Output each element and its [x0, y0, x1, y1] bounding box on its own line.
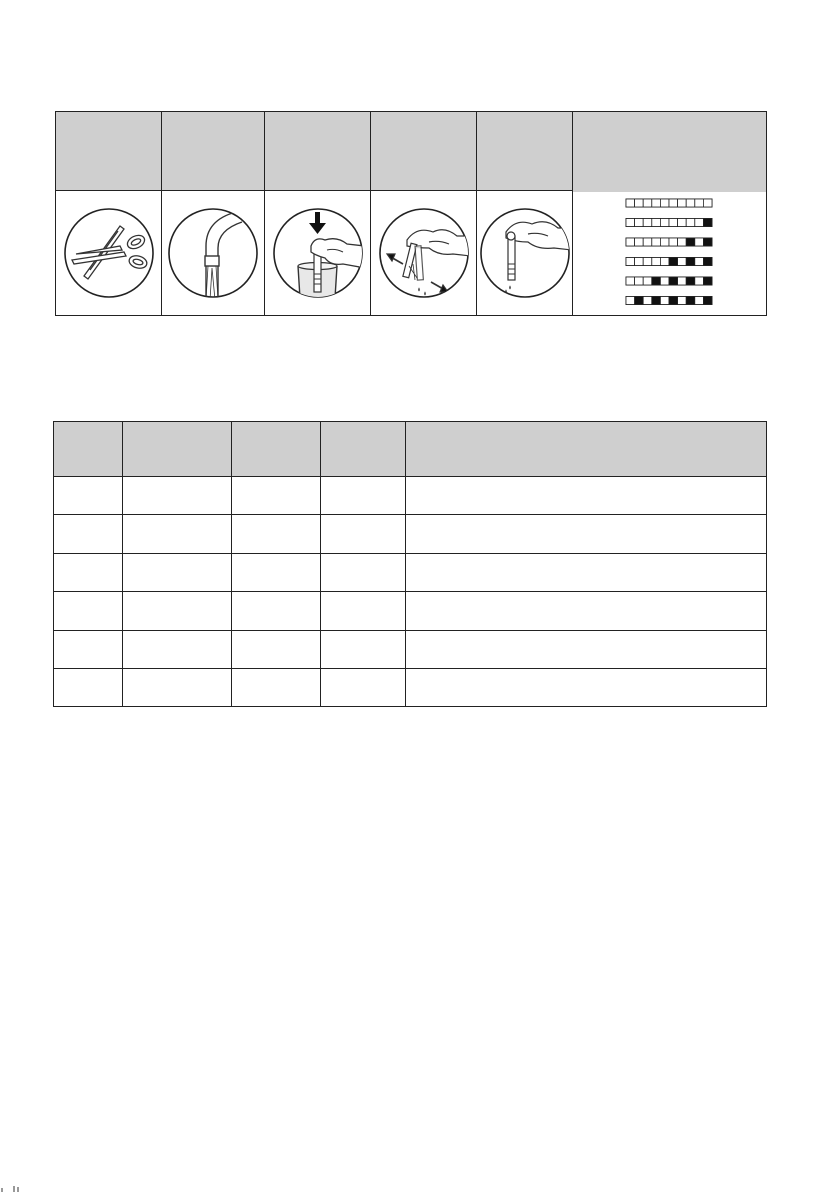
shake-strip-icon — [377, 206, 471, 300]
scale-pad — [651, 277, 660, 285]
header-cell — [321, 422, 405, 476]
scale-pad — [669, 199, 678, 207]
step-2-header — [162, 112, 264, 190]
scale-pad — [703, 277, 712, 285]
scale-pad — [677, 218, 686, 226]
scale-pad — [694, 199, 703, 207]
scale-strip — [626, 257, 712, 265]
column-divider — [122, 422, 123, 706]
scale-pad — [686, 277, 695, 285]
result-scale-cell — [573, 194, 766, 315]
water-hardness-table — [53, 421, 767, 707]
scissors-cutting-strip-icon — [62, 206, 156, 300]
scale-strip — [626, 277, 712, 285]
step-1-header — [56, 112, 161, 190]
step-5-cell — [477, 191, 572, 315]
scale-pad — [626, 257, 635, 265]
header-cell — [406, 422, 766, 476]
test-steps-table — [55, 111, 767, 316]
row-divider — [54, 476, 766, 477]
scale-pad — [703, 218, 712, 226]
scale-pad — [694, 257, 703, 265]
scale-pad — [669, 296, 678, 304]
step-5-header — [477, 112, 572, 190]
scale-pad — [626, 199, 635, 207]
scale-pad — [651, 238, 660, 246]
page-edge-mark — [0, 1184, 40, 1192]
scale-pad — [686, 199, 695, 207]
header-cell — [232, 422, 320, 476]
table-row — [54, 554, 122, 592]
scale-pad — [694, 238, 703, 246]
scale-pad — [660, 199, 669, 207]
scale-pad — [643, 277, 652, 285]
row-divider — [54, 591, 766, 592]
scale-pad — [634, 277, 643, 285]
scale-pad — [643, 296, 652, 304]
scale-pad — [651, 218, 660, 226]
column-divider — [231, 422, 232, 706]
scale-pad — [643, 257, 652, 265]
scale-pad — [686, 257, 695, 265]
scale-pad — [634, 257, 643, 265]
scale-pad — [694, 296, 703, 304]
header-cell — [123, 422, 231, 476]
scale-pad — [651, 199, 660, 207]
result-header — [573, 112, 766, 192]
step-3-cell — [265, 191, 370, 315]
scale-pad — [660, 296, 669, 304]
step-4-cell — [371, 191, 476, 315]
scale-pad — [660, 277, 669, 285]
scale-pad — [626, 277, 635, 285]
scale-pad — [660, 238, 669, 246]
scale-pad — [669, 277, 678, 285]
scale-pad — [694, 218, 703, 226]
scale-pad — [669, 257, 678, 265]
table-row — [54, 669, 122, 707]
header-cell — [54, 422, 122, 476]
result-scale-icon — [625, 197, 715, 313]
row-divider — [54, 630, 766, 631]
scale-pad — [660, 257, 669, 265]
row-divider — [54, 514, 766, 515]
scale-pad — [669, 238, 678, 246]
scale-pad — [686, 296, 695, 304]
scale-strip — [626, 238, 712, 246]
table-row — [54, 592, 122, 630]
scale-pad — [677, 257, 686, 265]
scale-pad — [703, 257, 712, 265]
scale-pad — [626, 238, 635, 246]
scale-pad — [669, 218, 678, 226]
step-2-cell — [162, 191, 264, 315]
scale-pad — [686, 218, 695, 226]
scale-pad — [677, 238, 686, 246]
scale-pad — [660, 218, 669, 226]
step-1-cell — [56, 191, 161, 315]
scale-pad — [643, 199, 652, 207]
row-divider — [54, 553, 766, 554]
running-water-tap-icon — [166, 206, 260, 300]
column-divider — [320, 422, 321, 706]
scale-pad — [634, 238, 643, 246]
scale-pad — [677, 296, 686, 304]
scale-strip — [626, 218, 712, 226]
scale-pad — [643, 218, 652, 226]
scale-pad — [703, 296, 712, 304]
scale-pad — [634, 218, 643, 226]
scale-pad — [703, 238, 712, 246]
scale-pad — [651, 257, 660, 265]
dip-strip-in-glass-icon — [271, 206, 365, 300]
table-row — [54, 631, 122, 669]
scale-strip — [626, 296, 712, 304]
step-4-header — [371, 112, 476, 190]
step-3-header — [265, 112, 370, 190]
scale-pad — [626, 296, 635, 304]
table-row — [54, 515, 122, 553]
scale-pad — [634, 296, 643, 304]
column-divider — [405, 422, 406, 706]
table-header-row — [54, 422, 766, 476]
scale-pad — [677, 277, 686, 285]
scale-pad — [626, 218, 635, 226]
scale-pad — [694, 277, 703, 285]
scale-pad — [677, 199, 686, 207]
scale-pad — [686, 238, 695, 246]
scale-strip — [626, 199, 712, 207]
scale-pad — [651, 296, 660, 304]
table-row — [54, 477, 122, 515]
wait-strip-icon — [478, 206, 572, 300]
scale-pad — [643, 238, 652, 246]
scale-pad — [703, 199, 712, 207]
row-divider — [54, 668, 766, 669]
scale-pad — [634, 199, 643, 207]
